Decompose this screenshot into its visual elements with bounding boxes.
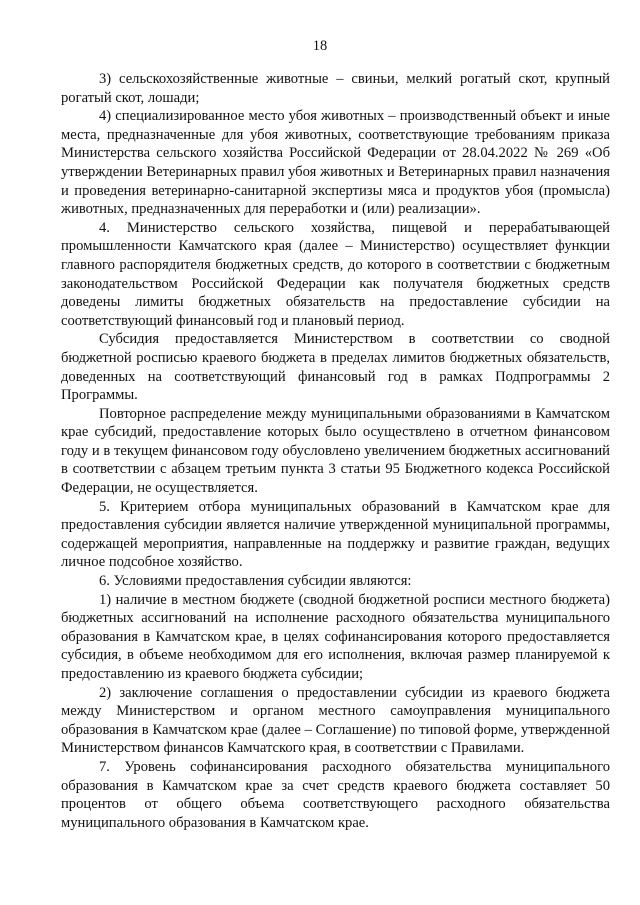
- paragraph-condition-2: 2) заключение соглашения о предоставлении субсидии из краевого бюджета между Министерством и органом местного самоуправления муниципального образования в Камчатском крае (далее – Соглашение) по типовой форме, утвержденной Министерством финансов Камчатского края, в соответствии с Правилами.: [61, 684, 610, 757]
- paragraph-subsidy-provision: Субсидия предоставляется Министерством в соответствии со сводной бюджетной росписью краевого бюджета в пределах лимитов бюджетных обязательств, доведенных на соответствующий финансовый год в рамках Подпрограммы 2 Программы.: [61, 331, 610, 404]
- paragraph-redistribution: Повторное распределение между муниципальными образованиями в Камчатском крае субсидий, предоставление которых было осуществлено в отчетном финансовом году и в текущем финансовом году обусловлено увеличением бюджетных ассигнований в соответствии с абзацем третьим пункта 3 статьи 95 Бюджетного кодекса Российской Федерации, не осуществляется.: [61, 405, 610, 497]
- document-body: [61, 70, 610, 832]
- paragraph-clause-6-conditions: 6. Условиями предоставления субсидии являются:: [99, 573, 412, 590]
- paragraph-clause-5-criterion: 5. Критерием отбора муниципальных образований в Камчатском крае для предоставления субсидии является наличие утвержденной муниципальной программы, содержащей мероприятия, направленные на поддержку и развитие граждан, ведущих личное подсобное хозяйство.: [61, 498, 610, 571]
- paragraph-slaughter-place-definition: 4) специализированное место убоя животных – производственный объект и иные места, предназначенные для убоя животных, соответствующие требованиям приказа Министерства сельского хозяйства Российской Федерации от 28.04.2022 № 269 «Об утверждении Ветеринарных правил убоя животных и Ветеринарных правил назначения и проведения ветеринарно-санитарной экспертизы мяса и продуктов убоя (промысла) животных, предназначенных для переработки и (или) реализации».: [61, 108, 610, 218]
- paragraph-condition-1: 1) наличие в местном бюджете (сводной бюджетной росписи местного бюджета) бюджетных ассигнований на исполнение расходного обязательства муниципального образования в Камчатском крае, в целях софинансирования которого предоставляется субсидия, в объеме необходимом для его исполнения, включая размер планируемой к предоставлению из краевого бюджета субсидии;: [61, 591, 610, 682]
- paragraph-livestock-definition: 3) сельскохозяйственные животные – свиньи, мелкий рогатый скот, крупный рогатый скот, лошади;: [61, 71, 610, 106]
- paragraph-clause-7-cofinancing: 7. Уровень софинансирования расходного обязательства муниципального образования в Камчатском крае за счет средств краевого бюджета составляет 50 процентов от общего объема соответствующего расходного обязательства муниципального образования в Камчатском крае.: [61, 758, 610, 831]
- paragraph-clause-4-ministry: 4. Министерство сельского хозяйства, пищевой и перерабатывающей промышленности Камчатского края (далее – Министерство) осуществляет функции главного распорядителя бюджетных средств, до которого в соответствии с бюджетным законодательством Российской Федерации как получателя бюджетных средств доведены лимиты бюджетных обязательств на предоставление субсидии на соответствующий финансовый год и плановый период.: [61, 219, 610, 329]
- page-number: 18: [312, 38, 328, 54]
